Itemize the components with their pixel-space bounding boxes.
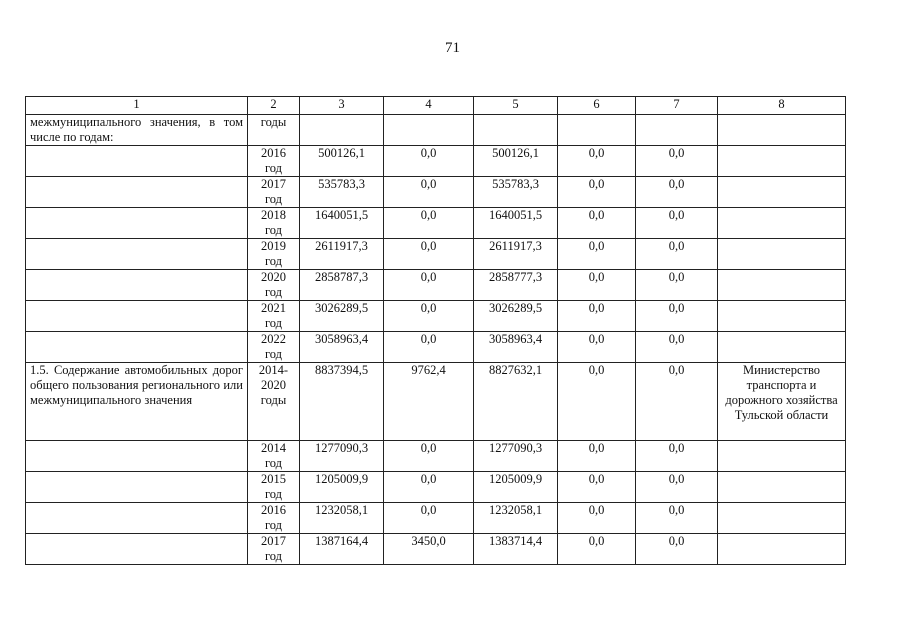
local-cell: 0,0 [558, 332, 636, 363]
regional-cell: 1232058,1 [474, 503, 558, 534]
other-cell: 0,0 [636, 146, 718, 177]
table-row [26, 177, 846, 208]
total-cell: 1232058,1 [300, 503, 384, 534]
year-cell: 2018 год [248, 208, 300, 239]
table-row [26, 503, 846, 534]
total-cell: 2858787,3 [300, 270, 384, 301]
column-numbers-row [26, 97, 846, 115]
responsible-cell: Министерство транспорта и дорожного хозяйства Тульской области [718, 363, 846, 441]
regional-cell: 2858777,3 [474, 270, 558, 301]
year-cell: 2020 год [248, 270, 300, 301]
regional-cell: 3026289,5 [474, 301, 558, 332]
federal-cell: 0,0 [384, 146, 474, 177]
year-cell: 2016 год [248, 146, 300, 177]
local-cell: 0,0 [558, 441, 636, 472]
total-cell: 8837394,5 [300, 363, 384, 441]
column-header: 7 [636, 97, 718, 115]
column-header: 3 [300, 97, 384, 115]
total-cell: 535783,3 [300, 177, 384, 208]
local-cell: 0,0 [558, 363, 636, 441]
year-cell: 2014 год [248, 441, 300, 472]
federal-cell: 0,0 [384, 208, 474, 239]
page-number: 71 [445, 40, 460, 56]
table-row-item-1-5 [26, 363, 846, 441]
other-cell: 0,0 [636, 363, 718, 441]
year-cell: 2016 год [248, 503, 300, 534]
local-cell: 0,0 [558, 208, 636, 239]
federal-cell: 0,0 [384, 270, 474, 301]
total-cell: 1277090,3 [300, 441, 384, 472]
total-cell: 1640051,5 [300, 208, 384, 239]
year-cell: 2017 год [248, 177, 300, 208]
table-row [26, 208, 846, 239]
other-cell: 0,0 [636, 301, 718, 332]
federal-cell: 9762,4 [384, 363, 474, 441]
regional-cell: 3058963,4 [474, 332, 558, 363]
total-cell: 3026289,5 [300, 301, 384, 332]
table-row [26, 146, 846, 177]
other-cell: 0,0 [636, 208, 718, 239]
other-cell: 0,0 [636, 332, 718, 363]
regional-cell: 2611917,3 [474, 239, 558, 270]
federal-cell: 0,0 [384, 301, 474, 332]
federal-cell: 0,0 [384, 239, 474, 270]
total-cell: 1387164,4 [300, 534, 384, 565]
federal-cell: 0,0 [384, 177, 474, 208]
table-row [26, 472, 846, 503]
other-cell: 0,0 [636, 177, 718, 208]
federal-cell: 0,0 [384, 332, 474, 363]
regional-cell: 1640051,5 [474, 208, 558, 239]
year-cell: 2022 год [248, 332, 300, 363]
federal-cell: 0,0 [384, 441, 474, 472]
regional-cell: 535783,3 [474, 177, 558, 208]
period-cell: 2014-2020 годы [248, 363, 300, 441]
column-header: 6 [558, 97, 636, 115]
total-cell: 1205009,9 [300, 472, 384, 503]
budget-table [25, 96, 846, 565]
table-row [26, 534, 846, 565]
item-description: 1.5. Содержание автомобильных дорог общего пользования регионального или межмуниципального значения [26, 363, 248, 441]
regional-cell: 1205009,9 [474, 472, 558, 503]
column-header: 1 [26, 97, 248, 115]
table-row [26, 441, 846, 472]
federal-cell: 0,0 [384, 503, 474, 534]
other-cell: 0,0 [636, 503, 718, 534]
regional-cell: 1277090,3 [474, 441, 558, 472]
row-description: межмуниципального значения, в том числе по годам: [26, 115, 248, 146]
table-row [26, 332, 846, 363]
local-cell: 0,0 [558, 239, 636, 270]
other-cell: 0,0 [636, 534, 718, 565]
local-cell: 0,0 [558, 534, 636, 565]
other-cell: 0,0 [636, 270, 718, 301]
local-cell: 0,0 [558, 301, 636, 332]
regional-cell: 500126,1 [474, 146, 558, 177]
table-row [26, 115, 846, 146]
local-cell: 0,0 [558, 503, 636, 534]
period-cell: годы [248, 115, 300, 146]
local-cell: 0,0 [558, 146, 636, 177]
column-header: 2 [248, 97, 300, 115]
total-cell: 3058963,4 [300, 332, 384, 363]
regional-cell: 8827632,1 [474, 363, 558, 441]
column-header: 8 [718, 97, 846, 115]
year-cell: 2017 год [248, 534, 300, 565]
table-row [26, 270, 846, 301]
local-cell: 0,0 [558, 472, 636, 503]
regional-cell: 1383714,4 [474, 534, 558, 565]
column-header: 5 [474, 97, 558, 115]
table-row [26, 239, 846, 270]
other-cell: 0,0 [636, 472, 718, 503]
other-cell: 0,0 [636, 441, 718, 472]
year-cell: 2021 год [248, 301, 300, 332]
year-cell: 2019 год [248, 239, 300, 270]
total-cell: 500126,1 [300, 146, 384, 177]
table-row [26, 301, 846, 332]
federal-cell: 0,0 [384, 472, 474, 503]
column-header: 4 [384, 97, 474, 115]
local-cell: 0,0 [558, 177, 636, 208]
other-cell: 0,0 [636, 239, 718, 270]
local-cell: 0,0 [558, 270, 636, 301]
total-cell: 2611917,3 [300, 239, 384, 270]
year-cell: 2015 год [248, 472, 300, 503]
federal-cell: 3450,0 [384, 534, 474, 565]
